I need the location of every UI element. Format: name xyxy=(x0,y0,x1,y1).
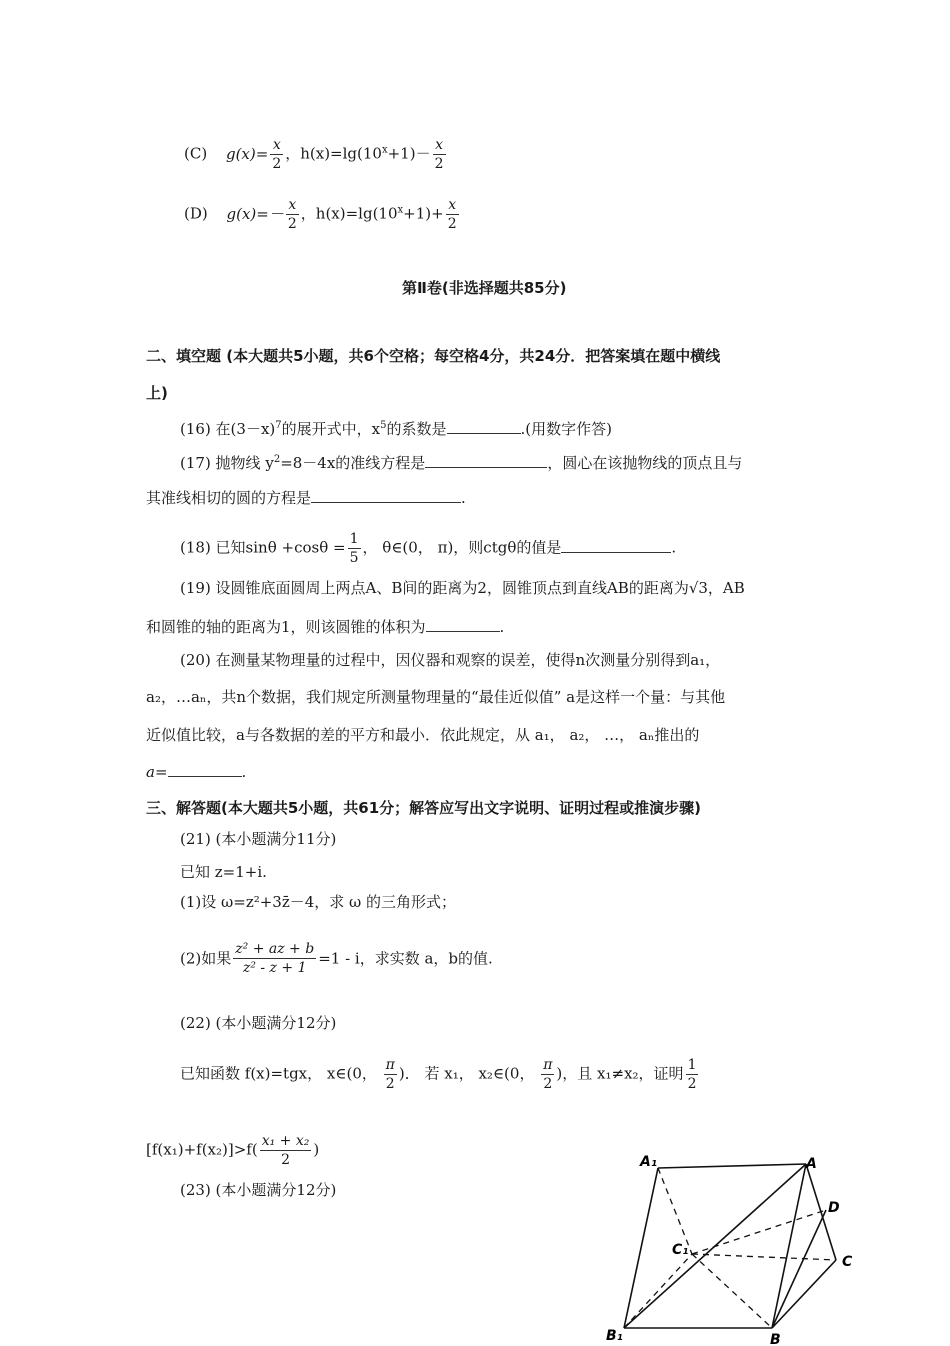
option-c-frac2: $\frac{x}{2}$ xyxy=(434,137,444,172)
part2-title: 第Ⅱ卷(非选择题共85分) xyxy=(402,279,567,297)
figure-dashed-lines xyxy=(624,1168,836,1328)
q22-frac-pi-a: $\frac{\pi}{2}$ xyxy=(385,1057,395,1092)
option-d-g: g(x)=－ xyxy=(226,204,284,223)
option-d-h: ，h(x)=lg(10 xyxy=(300,204,398,223)
edge-a1-b1 xyxy=(624,1168,658,1328)
edge-a1-a xyxy=(658,1164,806,1168)
label-a: A xyxy=(806,1156,817,1172)
option-d-frac1: $\frac{x}{2}$ xyxy=(287,197,297,232)
edge-b1-c1 xyxy=(624,1254,692,1328)
edge-b-d xyxy=(772,1210,826,1328)
option-c-label: (C) xyxy=(184,144,208,163)
option-d: (D) g(x)=－ $\frac{x}{2}$ ，$h(x)=\lg(10^x+1)+$ $\frac{x}{2}$ xyxy=(184,197,457,232)
question-17: (17) 抛物线 $y^2=8-4x$的准线方程是 ，圆心在该抛物线的顶点且与 xyxy=(180,454,743,472)
q22-frac-pi-b: $\frac{\pi}{2}$ xyxy=(543,1057,553,1092)
edge-a-b xyxy=(772,1164,806,1328)
label-b1: B₁ xyxy=(606,1328,623,1344)
option-c: (C) g(x)= $\frac{x}{2}$ ，$h(x)=\lg(10^x+1)-$ $\frac{x}{2}$ xyxy=(184,137,444,172)
section2-heading-line2: 上) xyxy=(146,384,168,402)
label-b: B xyxy=(770,1332,781,1346)
answer-blank-17a[interactable] xyxy=(425,453,547,468)
answer-blank-19[interactable] xyxy=(426,617,500,632)
figure-solid-lines xyxy=(624,1164,836,1328)
question-17-line2: 其准线相切的圆的方程是 . xyxy=(146,489,466,507)
q22-frac-mid: $\frac{\text{x₁ + x₂}}{2}$ xyxy=(261,1133,310,1168)
question-21-head: (21) (本小题满分11分) xyxy=(180,830,337,848)
question-22-head: (22) (本小题满分12分) xyxy=(180,1014,337,1032)
question-18: (18) 已知sinθ +cosθ = $\frac{1}{5}$ ， θ∈(0， π)，则ctgθ的值是 . xyxy=(180,531,677,566)
question-19-line2: 和圆锥的轴的距离为1，则该圆锥的体积为 . xyxy=(146,618,505,636)
option-c-h2: +1)－ xyxy=(387,144,431,163)
option-d-label: (D) xyxy=(184,204,208,223)
option-c-h: ，h(x)=lg(10 xyxy=(285,144,382,163)
answer-blank-16[interactable] xyxy=(447,419,521,434)
question-21-given: 已知 z=1+i. xyxy=(180,863,267,881)
option-d-frac2: $\frac{x}{2}$ xyxy=(447,197,457,232)
question-20-line1: (20) 在测量某物理量的过程中，因仪器和观察的误差，使得n次测量分别得到a₁， xyxy=(180,651,721,669)
q22-frac-half: $\frac{1}{2}$ xyxy=(687,1057,697,1092)
question-20-line4: a= . xyxy=(146,763,247,781)
label-c1: C₁ xyxy=(672,1242,689,1258)
question-21-part1: (1)设 ω=z²+3z̄－4，求 ω 的三角形式； xyxy=(180,893,457,911)
question-16: (16) 在$(3-x)^7$的展开式中，$x^5$的系数是 .(用数字作答) xyxy=(180,420,612,438)
answer-blank-18[interactable] xyxy=(561,538,671,553)
option-c-frac1: $\frac{x}{2}$ xyxy=(272,137,282,172)
label-d: D xyxy=(828,1200,840,1216)
prism-figure xyxy=(600,1150,870,1346)
question-21-part2: (2)如果 $\frac{\text{z² + az + b}}{\text{z² - z + 1}}$ =1 - i，求实数 a，b的值. xyxy=(180,941,493,976)
question-20-line3: 近似值比较，a与各数据的差的平方和最小．依此规定，从 a₁， a₂， …， aₙ推出的 xyxy=(146,726,700,744)
question-22-line2: [f(x₁)+f(x₂)]>f( $\frac{\text{x₁ + x₂}}{2}$ ) xyxy=(146,1133,320,1168)
section3-heading: 三、解答题(本大题共5小题，共61分；解答应写出文字说明、证明过程或推演步骤) xyxy=(146,799,702,817)
edge-c-b xyxy=(772,1260,836,1328)
label-c: C xyxy=(842,1254,853,1270)
q21-frac: $\frac{\text{z² + az + b}}{\text{z² - z + 1}}$ xyxy=(235,941,315,976)
section2-heading-line1: 二、填空题 (本大题共5小题，共6个空格；每空格4分，共24分．把答案填在题中横线 xyxy=(146,347,721,365)
answer-blank-17b[interactable] xyxy=(311,488,461,503)
option-d-h2: +1)+ xyxy=(403,204,444,223)
answer-blank-20[interactable] xyxy=(168,762,242,777)
label-a1: A₁ xyxy=(640,1154,657,1170)
edge-c1-c xyxy=(692,1254,836,1260)
question-19: (19) 设圆锥底面圆周上两点A、B间的距离为2，圆锥顶点到直线AB的距离为√3，AB xyxy=(180,579,745,597)
option-c-g: g(x)= xyxy=(225,144,269,163)
q18-frac: $\frac{1}{5}$ xyxy=(349,531,359,566)
question-23-head: (23) (本小题满分12分) xyxy=(180,1181,337,1199)
question-20-line2: a₂，…aₙ，共n个数据，我们规定所测量物理量的“最佳近似值” a是这样一个量：与其他 xyxy=(146,688,726,706)
edge-c1-d xyxy=(692,1210,826,1254)
question-22-line1: 已知函数 f(x)=tgx， x∈(0， $\frac{\pi}{2}$ )． 若 x₁， x₂∈(0， $\frac{\pi}{2}$ )，且 x₁≠x₂，证明 $\frac{1}{2}$ xyxy=(180,1057,697,1092)
edge-c1-b xyxy=(692,1254,772,1328)
